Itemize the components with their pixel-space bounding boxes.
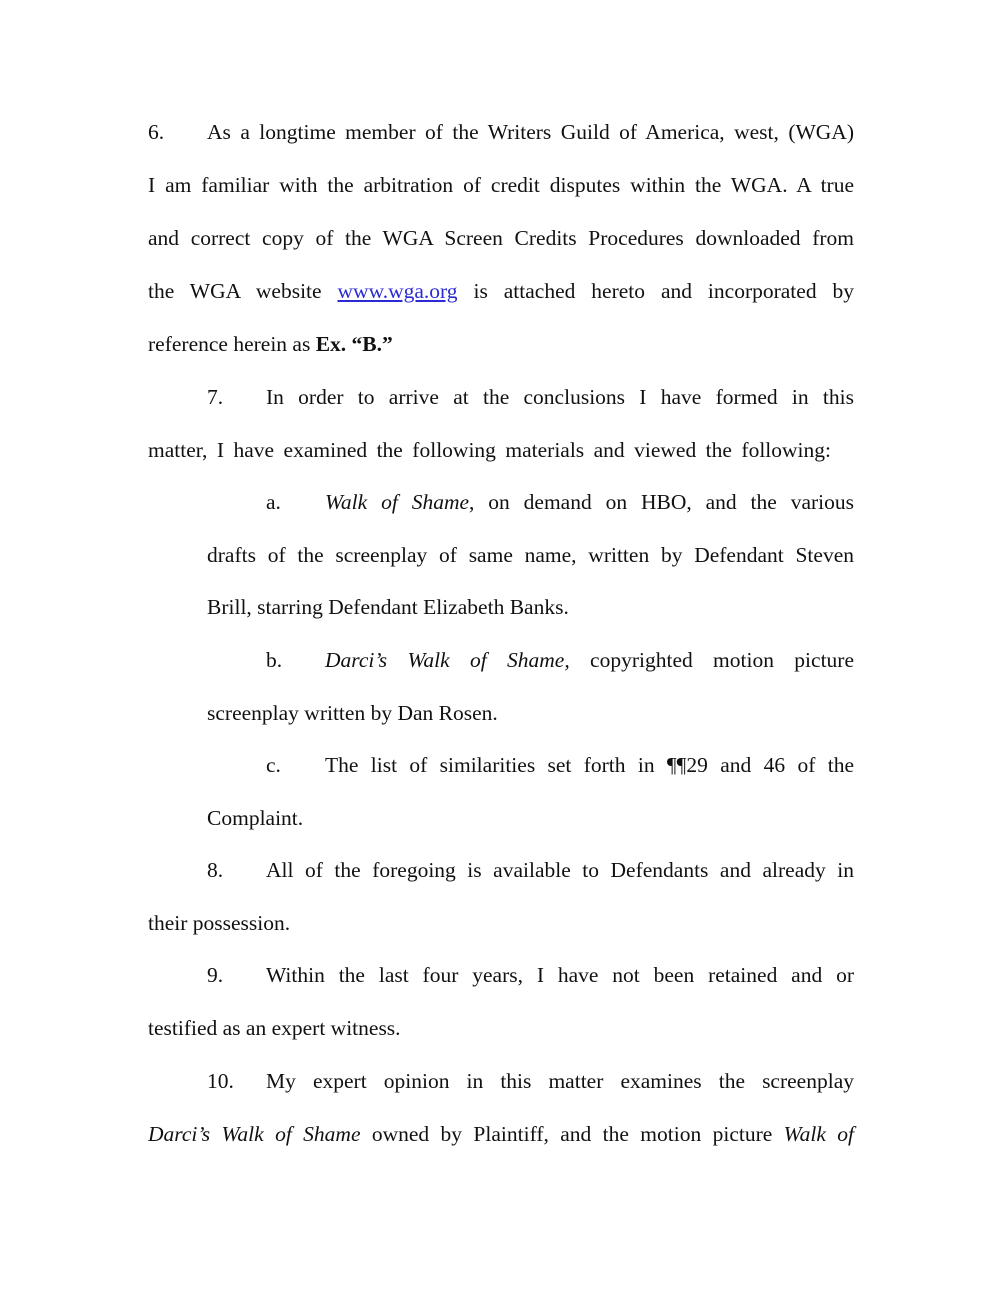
wga-website-link[interactable]: www.wga.org xyxy=(337,279,458,303)
exhibit-b-reference: Ex. “B.” xyxy=(315,332,393,356)
paragraph-10-line-1: My expert opinion in this matter examines the screenplay xyxy=(266,1069,854,1093)
paragraph-6-line-1: As a longtime member of the Writers Guild of America, west, (WGA) xyxy=(207,120,854,144)
paragraph-9-line-1: Within the last four years, I have not been retained and or xyxy=(266,963,854,987)
paragraph-8-line-2: their possession. xyxy=(148,911,291,935)
paragraph-6-line-5-pre: reference herein as xyxy=(148,332,311,356)
item-a-line-1-rest: , on demand on HBO, and the various xyxy=(469,490,854,514)
paragraph-7-line-1: In order to arrive at the conclusions I have formed in this xyxy=(266,385,854,409)
paragraph-10-line-2 xyxy=(148,1124,854,1146)
item-c-line-2: Complaint. xyxy=(207,806,304,830)
item-b-line-1 xyxy=(325,650,854,672)
paragraph-9-line-2: testified as an expert witness. xyxy=(148,1016,401,1040)
item-c-line-1: The list of similarities set forth in ¶¶29 and 46 of the xyxy=(325,753,854,777)
paragraph-8-line-1: All of the foregoing is available to Defendants and already in xyxy=(266,858,854,882)
paragraph-6-line-4-pre: the WGA website xyxy=(148,279,322,303)
paragraph-7-line-2: matter, I have examined the following materials and viewed the following: xyxy=(148,438,831,462)
item-c-letter: c. xyxy=(266,753,281,777)
paragraph-10-number: 10. xyxy=(207,1069,234,1093)
item-b-letter: b. xyxy=(266,648,283,672)
paragraph-6-line-4 xyxy=(148,281,854,303)
item-a-line-2: drafts of the screenplay of same name, written by Defendant Steven xyxy=(207,543,854,567)
item-a-line-1 xyxy=(325,492,854,514)
paragraph-9-number: 9. xyxy=(207,963,224,987)
paragraph-7-number: 7. xyxy=(207,385,224,409)
item-a-line-3: Brill, starring Defendant Elizabeth Banks. xyxy=(207,595,569,619)
paragraph-10-title: Darci’s Walk of Shame xyxy=(148,1122,361,1146)
paragraph-8-number: 8. xyxy=(207,858,224,882)
item-a-title: Walk of Shame xyxy=(325,490,470,514)
item-b-line-1-rest: copyrighted motion picture xyxy=(590,648,854,672)
item-b-title: Darci’s Walk of Shame, xyxy=(325,648,570,672)
item-b-line-2: screenplay written by Dan Rosen. xyxy=(207,701,498,725)
paragraph-6-number: 6. xyxy=(148,120,165,144)
paragraph-6-line-4-post: is attached hereto and incorporated by xyxy=(473,279,855,303)
paragraph-6-line-5 xyxy=(148,334,393,356)
item-a-letter: a. xyxy=(266,490,281,514)
paragraph-6-line-3: and correct copy of the WGA Screen Credits Procedures downloaded from xyxy=(148,226,854,250)
paragraph-10-line-2-mid: owned by Plaintiff, and the motion picture xyxy=(371,1122,773,1146)
paragraph-6-line-2: I am familiar with the arbitration of credit disputes within the WGA. A true xyxy=(148,173,854,197)
paragraph-10-title-2: Walk of xyxy=(783,1122,854,1146)
